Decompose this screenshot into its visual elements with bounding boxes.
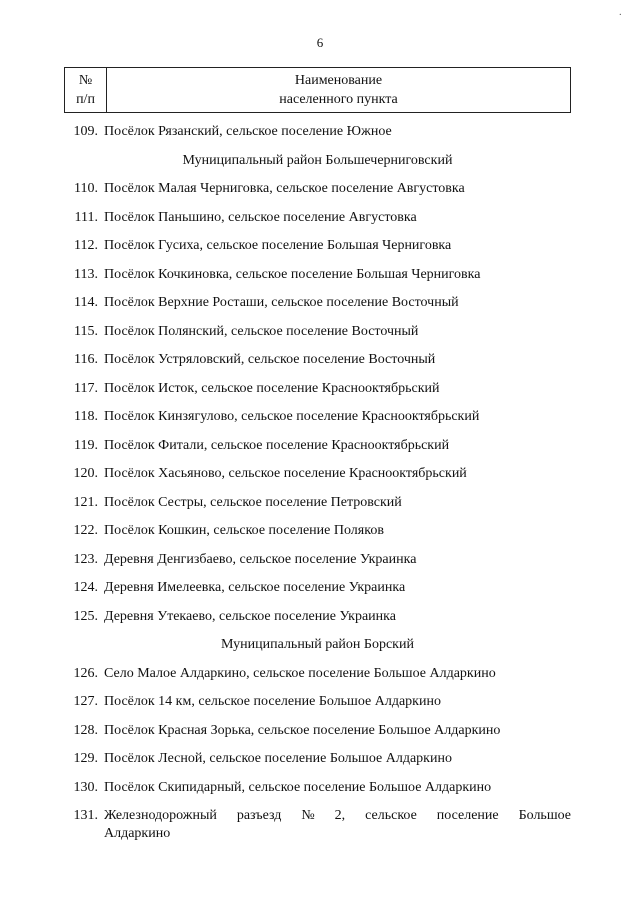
item-text: Посёлок Полянский, сельское поселение Восточный (104, 323, 419, 339)
item-text: Деревня Денгизбаево, сельское поселение Украинка (104, 551, 417, 567)
list-item (64, 574, 571, 603)
item-text: Посёлок Кошкин, сельское поселение Поляков (104, 523, 384, 539)
list-item (64, 375, 571, 404)
item-number: 119. (74, 437, 98, 453)
item-number: 121. (73, 494, 98, 510)
item-number: 114. (74, 295, 98, 311)
item-number: 126. (73, 665, 98, 681)
item-word: сельское (365, 808, 417, 823)
item-text: Деревня Утекаево, сельское поселение Украинка (104, 608, 396, 624)
item-text-line1 (104, 807, 571, 825)
list-item (64, 717, 571, 746)
item-text: Посёлок Лесной, сельское поселение Большое Алдаркино (104, 751, 452, 767)
list-item (64, 802, 571, 843)
item-text: Посёлок Рязанский, сельское поселение Южное (104, 124, 392, 140)
item-text: Посёлок Паньшино, сельское поселение Августовка (104, 209, 417, 225)
item-number: 130. (73, 779, 98, 795)
item-text (104, 807, 571, 843)
item-number: 110. (74, 181, 98, 197)
item-number: 124. (73, 580, 98, 596)
page-number: 6 (316, 35, 324, 50)
item-number: 109. (73, 124, 98, 140)
header-number-column (65, 68, 107, 112)
item-number: 116. (74, 352, 98, 368)
list-item (64, 745, 571, 774)
list-item (64, 289, 571, 318)
list-item (64, 489, 571, 518)
header-name-column (107, 68, 570, 112)
item-text: Посёлок Малая Черниговка, сельское поселение Августовка (104, 181, 465, 197)
section-heading (64, 147, 571, 176)
item-word: Железнодорожный (104, 808, 217, 823)
item-text: Деревня Имелеевка, сельское поселение Украинка (104, 580, 406, 596)
header-number-symbol: № (78, 73, 93, 88)
item-text: Посёлок Исток, сельское поселение Краснооктябрьский (104, 380, 440, 396)
item-text: Посёлок Красная Зорька, сельское поселение Большое Алдаркино (104, 722, 501, 738)
list-item (64, 432, 571, 461)
item-number: 120. (73, 466, 98, 482)
list-item (64, 517, 571, 546)
item-text: Посёлок Фитали, сельское поселение Краснооктябрьский (104, 437, 450, 453)
item-number: 118. (74, 409, 98, 425)
corner-mark: · (618, 10, 622, 21)
list-item (64, 546, 571, 575)
list-item (64, 261, 571, 290)
list-item (64, 346, 571, 375)
section-heading (64, 631, 571, 660)
header-name-line2: населенного пункта (279, 92, 398, 107)
section-title: Муниципальный район Большечерниговский (182, 152, 453, 168)
item-text: Посёлок Сестры, сельское поселение Петровский (104, 494, 402, 510)
table-header (64, 67, 571, 113)
list-item (64, 204, 571, 233)
item-text: Посёлок Устряловский, сельское поселение Восточный (104, 352, 436, 368)
item-text: Посёлок Кинзягулово, сельское поселение Краснооктябрьский (104, 409, 480, 425)
list-item (64, 318, 571, 347)
header-name-line1: Наименование (294, 73, 383, 88)
item-number: 129. (73, 751, 98, 767)
item-text: Посёлок 14 км, сельское поселение Большое Алдаркино (104, 694, 441, 710)
settlement-list (64, 118, 571, 843)
list-item (64, 603, 571, 632)
list-item (64, 688, 571, 717)
item-text: Посёлок Скипидарный, сельское поселение Большое Алдаркино (104, 779, 492, 795)
section-title: Муниципальный район Борский (221, 637, 414, 653)
item-word: № (301, 808, 315, 823)
header-number-abbrev: п/п (76, 92, 95, 107)
item-number: 128. (73, 722, 98, 738)
item-number: 113. (74, 266, 98, 282)
list-item (64, 232, 571, 261)
item-text: Село Малое Алдаркино, сельское поселение Большое Алдаркино (104, 665, 496, 681)
item-number: 125. (73, 608, 98, 624)
item-number: 123. (73, 551, 98, 567)
item-text: Посёлок Верхние Росташи, сельское поселение Восточный (104, 295, 459, 311)
list-item (64, 460, 571, 489)
list-item (64, 175, 571, 204)
item-text: Посёлок Хасьяново, сельское поселение Краснооктябрьский (104, 466, 467, 482)
list-item (64, 118, 571, 147)
list-item (64, 403, 571, 432)
item-number: 111. (74, 209, 98, 225)
item-word: разъезд (236, 808, 282, 823)
item-text: Посёлок Гусиха, сельское поселение Большая Черниговка (104, 238, 452, 254)
list-item (64, 660, 571, 689)
item-word: поселение (436, 808, 499, 823)
item-number: 131. (73, 808, 98, 823)
item-number: 127. (73, 694, 98, 710)
item-number: 117. (74, 380, 98, 396)
list-item (64, 774, 571, 803)
item-number: 112. (74, 238, 98, 254)
item-text-line2: Алдаркино (104, 826, 171, 841)
item-number: 115. (74, 323, 98, 339)
item-word: 2, (334, 808, 346, 823)
item-number: 122. (73, 523, 98, 539)
item-text: Посёлок Кочкиновка, сельское поселение Большая Черниговка (104, 266, 481, 282)
item-word: Большое (518, 808, 571, 823)
